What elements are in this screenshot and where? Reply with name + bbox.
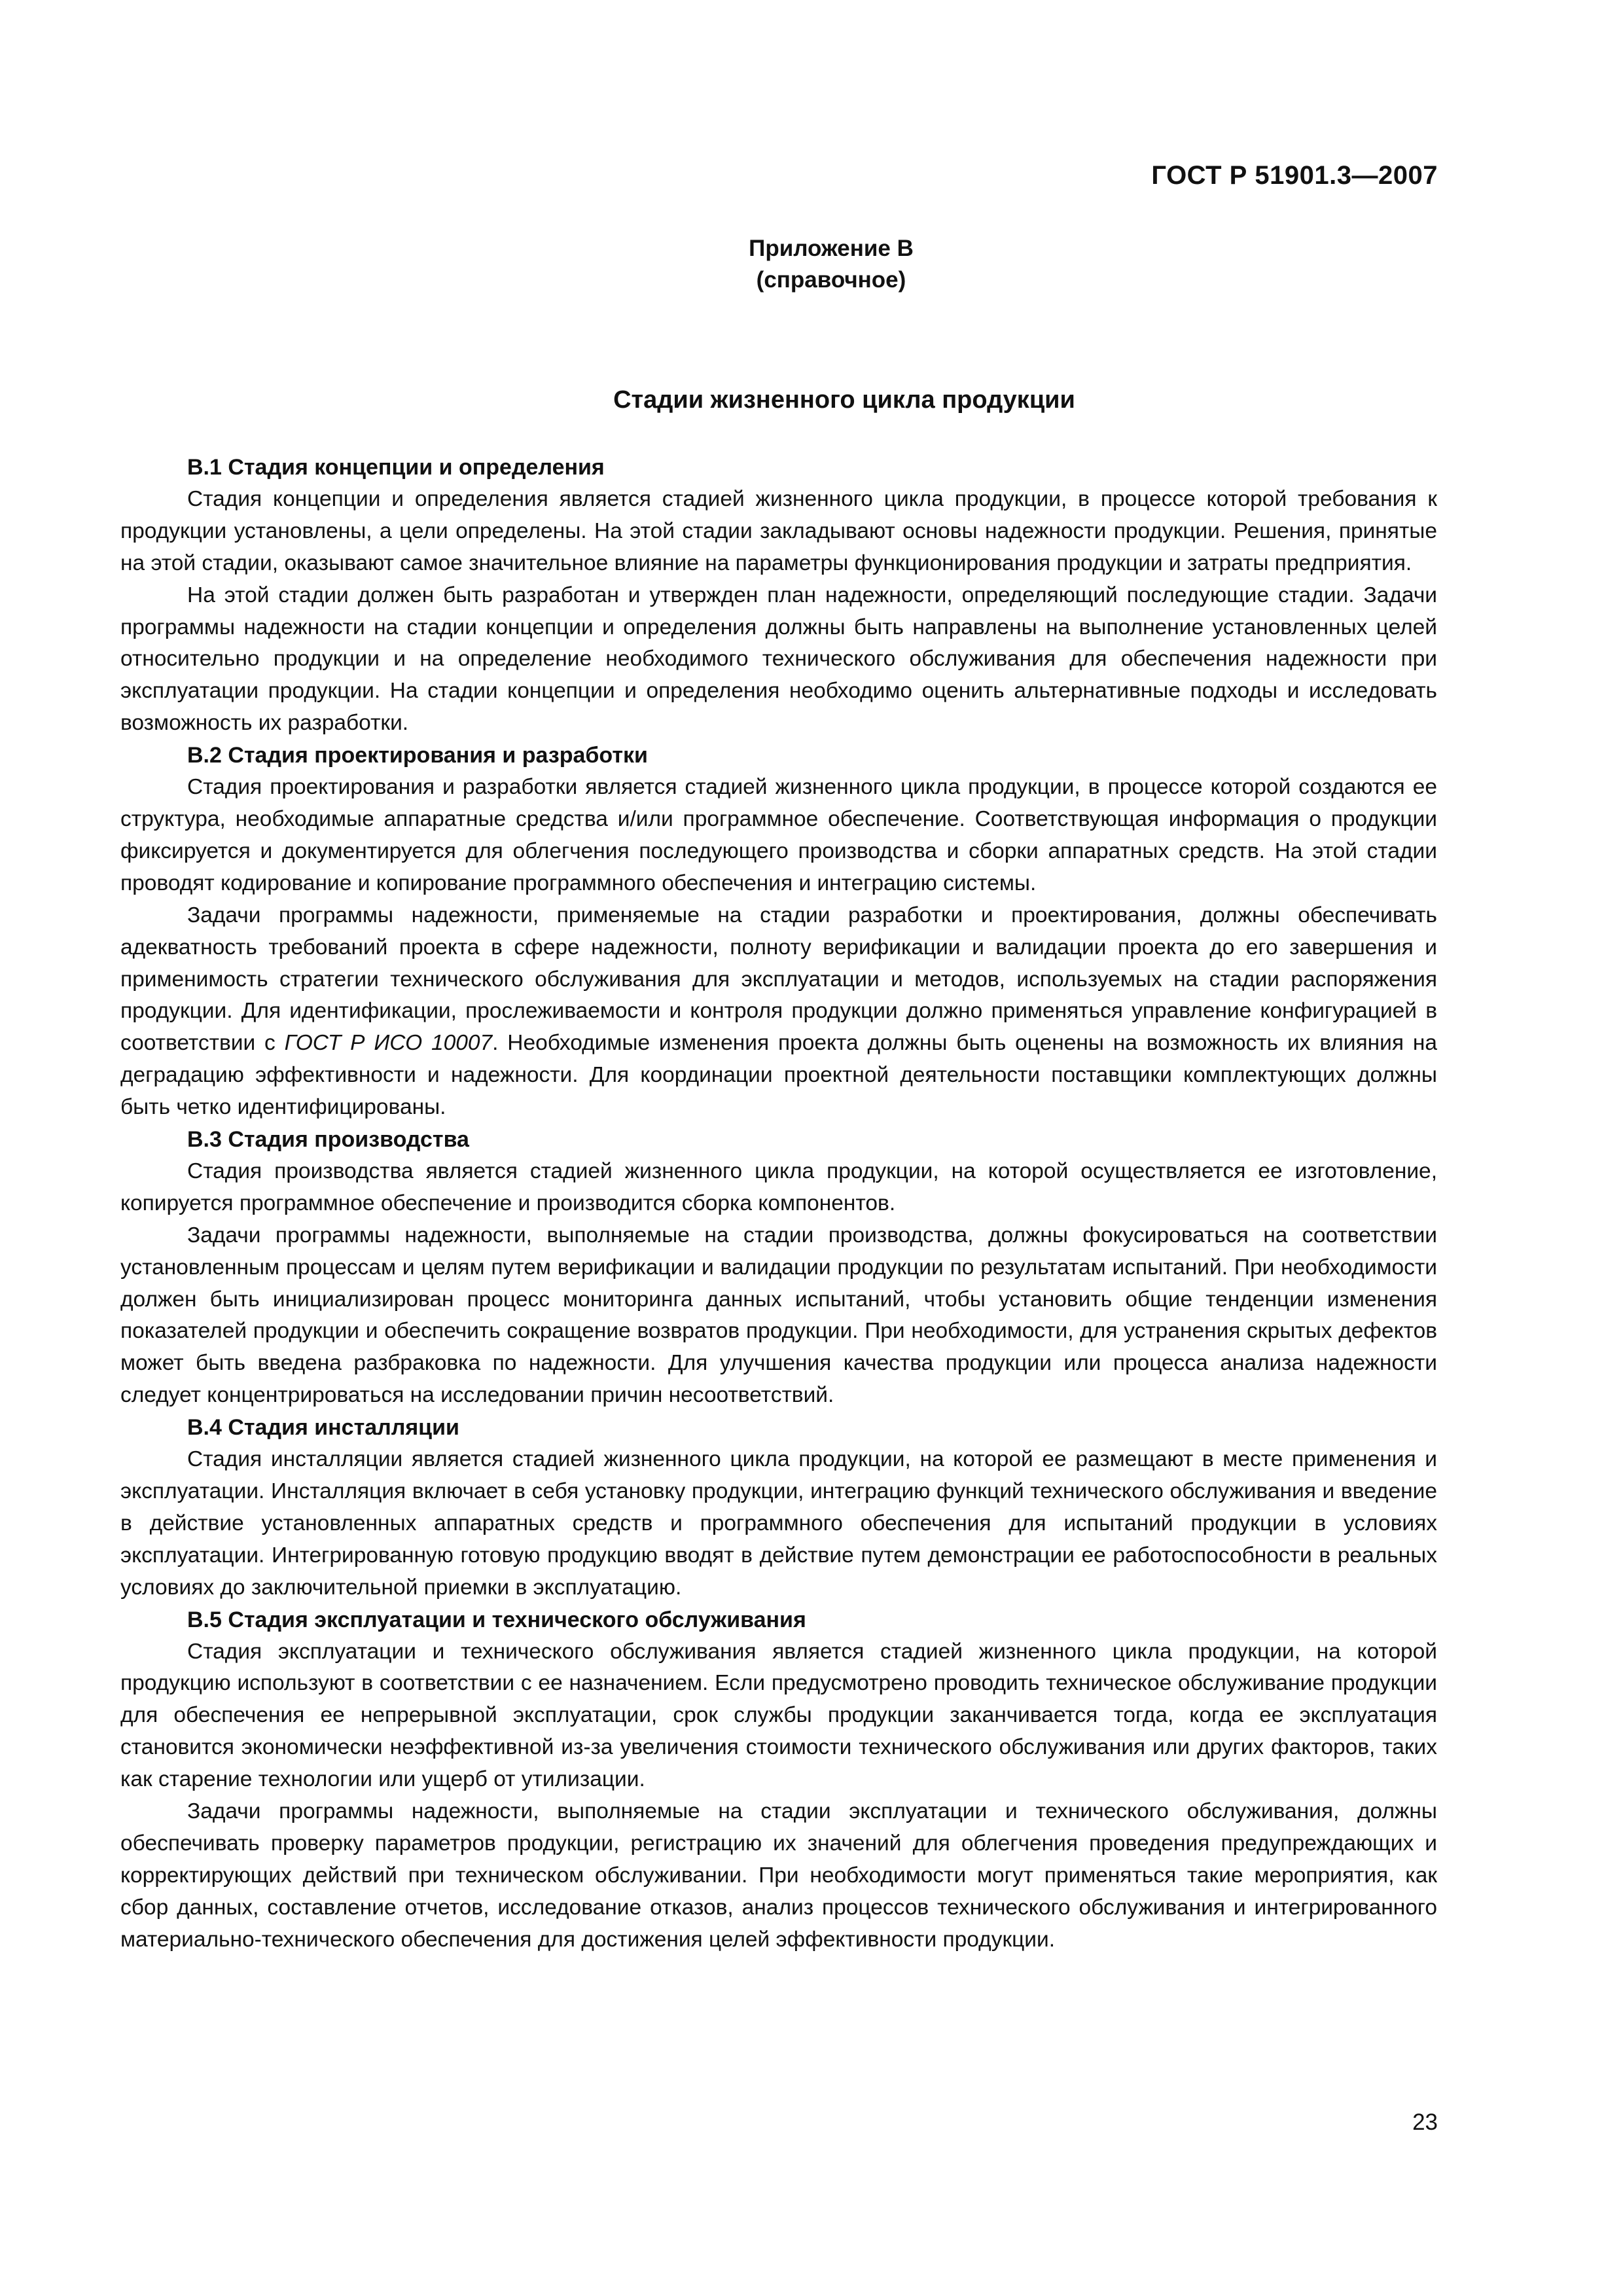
document-code: ГОСТ Р 51901.3—2007 (1151, 161, 1438, 190)
paragraph: Стадия производства является стадией жизненного цикла продукции, на которой осуществляется ее изготовление, копируется программное обеспечение и производится сборка компонентов. (120, 1158, 1437, 1215)
paragraph: Стадия проектирования и разработки является стадией жизненного цикла продукции, в процессе которой создаются ее структура, необходимые аппаратные средства и/или программное обеспечение. Соответствующая информация о продукции фиксируется и документируется для облегчения последующего производства и сборки аппаратных средств. На этой стадии проводят кодирование и копирование программного обеспечения и интеграцию системы. (120, 775, 1437, 895)
page-number: 23 (1412, 2109, 1438, 2135)
section-heading-b1: В.1 Стадия концепции и определения (187, 455, 605, 480)
paragraph: Задачи программы надежности, выполняемые на стадии эксплуатации и технического обслуживания, должны обеспечивать проверку параметров продукции, регистрацию их значений для облегчения проведения предупреждающих и корректирующих действий при техническом обслуживании. При необходимости могут применяться такие мероприятия, как сбор данных, составление отчетов, исследование отказов, анализ процессов технического обслуживания и интегрированного материально-технического обеспечения для достижения целей эффективности продукции. (120, 1799, 1437, 1952)
paragraph: Стадия инсталляции является стадией жизненного цикла продукции, на которой ее размещают в месте применения и эксплуатации. Инсталляция включает в себя установку продукции, интеграцию функций технического обслуживания и введение в действие установленных аппаратных средств и программного обеспечения для испытаний продукции в условиях эксплуатации. Интегрированную готовую продукцию вводят в действие путем демонстрации ее работоспособности в реальных условиях до заключительной приемки в эксплуатацию. (120, 1447, 1437, 1600)
paragraph: Задачи программы надежности, выполняемые на стадии производства, должны фокусироваться на соответствии установленным процессам и целям путем верификации и валидации продукции по результатам испытаний. При необходимости должен быть инициализирован процесс мониторинга данных испытаний, чтобы установить общие тенденции изменения показателей продукции и обеспечить сокращение возвратов продукции. При необходимости, для устранения скрытых дефектов может быть введена разбраковка по надежности. Для улучшения качества продукции или процесса анализа надежности следует концентрироваться на исследовании причин несоответствий. (120, 1223, 1437, 1408)
annex-heading (0, 233, 1623, 296)
annex-subtitle: (справочное) (756, 267, 906, 293)
reference-text-before: Задачи программы надежности, применяемые на стадии разработки и проектирования, должны обеспечивать адекватность требований проекта в сфере надежности, полноту верификации и валидации проекта до его завершения и применимость стратегии технического обслуживания для эксплуатации и методов, используемых на стадии распоряжения продукции. Для идентификации, прослеживаемости и контроля продукции должно применяться управление конфигурацией в соответствии с (120, 903, 1437, 1056)
paragraph-with-reference (120, 900, 1437, 1124)
paragraph: Стадия эксплуатации и технического обслуживания является стадией жизненного цикла продукции, на которой продукцию используют в соответствии с ее назначением. Если предусмотрено проводить техническое обслуживание продукции для обеспечения ее непрерывной эксплуатации, срок службы продукции заканчивается тогда, когда ее эксплуатация становится экономически неэффективной из-за увеличения стоимости технического обслуживания или других факторов, таких как старение технологии или ущерб от утилизации. (120, 1639, 1437, 1792)
paragraph: Стадия концепции и определения является стадией жизненного цикла продукции, в процессе которой требования к продукции установлены, а цели определены. На этой стадии закладывают основы надежности продукции. Решения, принятые на этой стадии, оказывают самое значительное влияние на параметры функционирования продукции и затраты предприятия. (120, 486, 1437, 575)
section-heading-b5: В.5 Стадия эксплуатации и технического обслуживания (187, 1607, 806, 1632)
section-title: Стадии жизненного цикла продукции (613, 386, 1075, 414)
paragraph: На этой стадии должен быть разработан и утвержден план надежности, определяющий последующие стадии. Задачи программы надежности на стадии концепции и определения должны быть направлены на выполнение установленных целей относительно продукции и на определение необходимого технического обслуживания для обеспечения надежности при эксплуатации продукции. На стадии концепции и определения необходимо оценить альтернативные подходы и исследовать возможность их разработки. (120, 583, 1437, 736)
section-heading-b4: В.4 Стадия инсталляции (187, 1415, 459, 1441)
section-heading-b2: В.2 Стадия проектирования и разработки (187, 743, 648, 768)
annex-title: Приложение В (749, 236, 914, 261)
reference-text-after: . Необходимые изменения проекта должны быть оценены на возможность их влияния на деградацию эффективности и надежности. Для координации проектной деятельности поставщики комплектующих должны быть четко идентифицированы. (120, 1031, 1437, 1120)
body-text (120, 452, 1437, 1956)
section-heading-b3: В.3 Стадия производства (187, 1127, 469, 1153)
standard-reference: ГОСТ Р ИСО 10007 (284, 1031, 493, 1056)
